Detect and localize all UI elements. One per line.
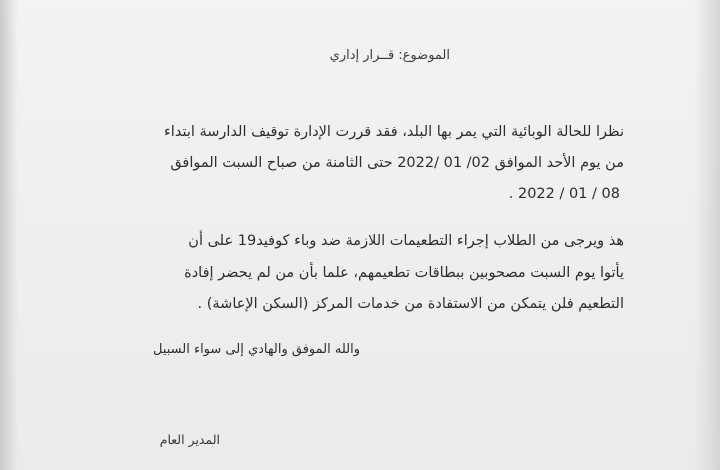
page-shadow-left [0, 0, 18, 470]
body-line-2: من يوم الأحد الموافق 02/ 01 /2022 حتى الثامنة من صباح السبت الموافق [170, 155, 624, 171]
body-line-3: 08 / 01 / 2022 . [508, 186, 620, 202]
body-line-4: هذ ويرجى من الطلاب إجراء التطعيمات اللازمة ضد وباء كوفيد19 على أن [188, 233, 624, 249]
body-line-1: نظرا للحالة الوبائية التي يمر بها البلد، فقد قررت الإدارة توقيف الدارسة ابتداء [163, 124, 624, 140]
body-line-6: التطعيم فلن يتمكن من الاستفادة من خدمات المركز (السكن الإعاشة) . [197, 296, 624, 312]
signature-title: المدير العام [159, 432, 220, 447]
closing-line: والله الموفق والهادي إلى سواء السبيل [152, 342, 360, 357]
page-shadow-right [694, 0, 720, 470]
body-line-5: يأتوا يوم السبت مصحوبين ببطاقات تطعيمهم، علما بأن من لم يحضر إفادة [184, 265, 624, 281]
subject-line: الموضوع: قــرار إداري [329, 48, 450, 63]
